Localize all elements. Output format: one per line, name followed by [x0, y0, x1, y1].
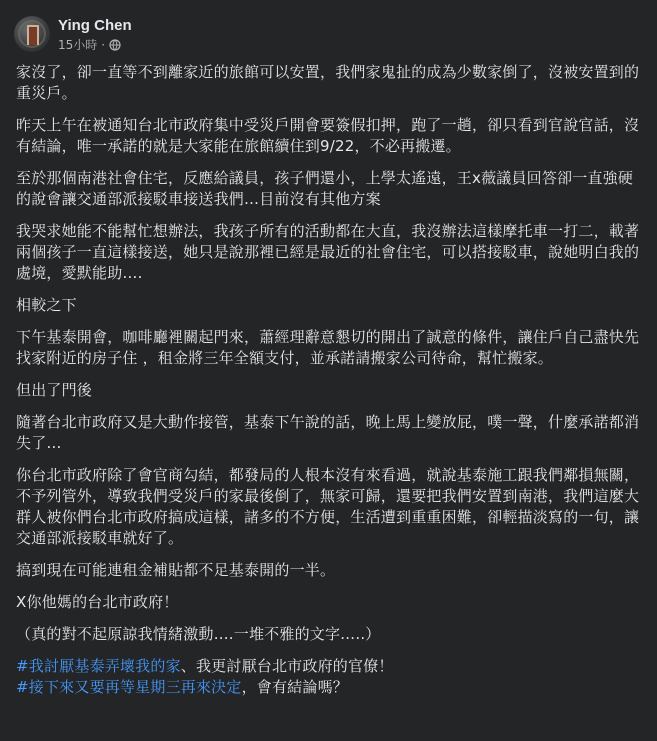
author-name[interactable]: Ying Chen [58, 16, 132, 34]
post-meta [58, 16, 132, 53]
post-paragraph: 家沒了，卻一直等不到離家近的旅館可以安置，我們家鬼扯的成為少數家倒了，沒被安置到的重災戶。 [16, 63, 640, 102]
post-paragraph: 你台北市政府除了會官商勾結，都發局的人根本沒有來看過，就說基泰施工跟我們鄰損無關，不予列管外，導致我們受災戶的家最後倒了，無家可歸，還要把我們安置到南港，我們這麼大群人被你們台北市政府搞成這樣，諸多的不方便，生活遭到重重困難，卻輕描淡寫的一句，讓交通部派接駁車就好了。 [16, 466, 640, 547]
closing-text: 、我更討厭台北市政府的官僚！ [180, 657, 394, 675]
post-paragraph: 至於那個南港社會住宅，反應給議員，孩子們還小，上學太遙遠，王x薇議員回答卻一直強硬的說會讓交通部派接駁車接送我們…目前沒有其他方案 [16, 169, 634, 208]
post-paragraph: 我哭求她能不能幫忙想辦法，我孩子所有的活動都在大直，我沒辦法這樣摩托車一打二，載著兩個孩子一直這樣接送，她只是說那裡已經是最近的社會住宅，可以搭接駁車，說她明白我的處境，愛默能助…. [16, 222, 640, 282]
post-content [16, 62, 646, 698]
globe-icon[interactable] [109, 39, 121, 51]
hashtag-line [16, 656, 646, 698]
post-paragraph: X你他媽的台北市政府！ [16, 593, 179, 611]
post-subline [58, 37, 132, 53]
closing-text: ，會有結論嗎？ [241, 678, 348, 696]
hashtag-link[interactable]: #我討厭基泰弄壞我的家 [16, 657, 181, 675]
post-paragraph: 搞到現在可能連租金補貼都不足基泰開的一半。 [16, 561, 336, 579]
avatar[interactable] [14, 16, 50, 52]
post-time[interactable]: 15小時 [58, 37, 98, 52]
post-paragraph: 昨天上午在被通知台北市政府集中受災戶開會要簽假扣押，跑了一趟，卻只看到官說官話，沒有結論，唯一承諾的就是大家能在旅館續住到9/22，不必再搬遷。 [16, 116, 640, 155]
post-paragraph: （真的對不起原諒我情緒激動….一堆不雅的文字…..） [16, 625, 381, 643]
post-paragraph: 相較之下 [16, 296, 77, 314]
separator-dot: · [101, 37, 106, 52]
post-paragraph: 下午基泰開會，咖啡廳裡關起門來，蕭經理辭意懇切的開出了誠意的條件，讓住戶自己盡快先找家附近的房子住 ，租金將三年全額支付，並承諾請搬家公司待命，幫忙搬家。 [16, 328, 640, 367]
door-avatar-icon [27, 25, 39, 45]
post-header [14, 12, 132, 56]
hashtag-link[interactable]: #接下來又要再等星期三再來決定 [16, 678, 242, 696]
post-paragraph: 隨著台北市政府又是大動作接管，基泰下午說的話，晚上馬上變放屁，噗一聲，什麼承諾都消失了… [16, 413, 640, 452]
post-paragraph: 但出了門後 [16, 381, 93, 399]
